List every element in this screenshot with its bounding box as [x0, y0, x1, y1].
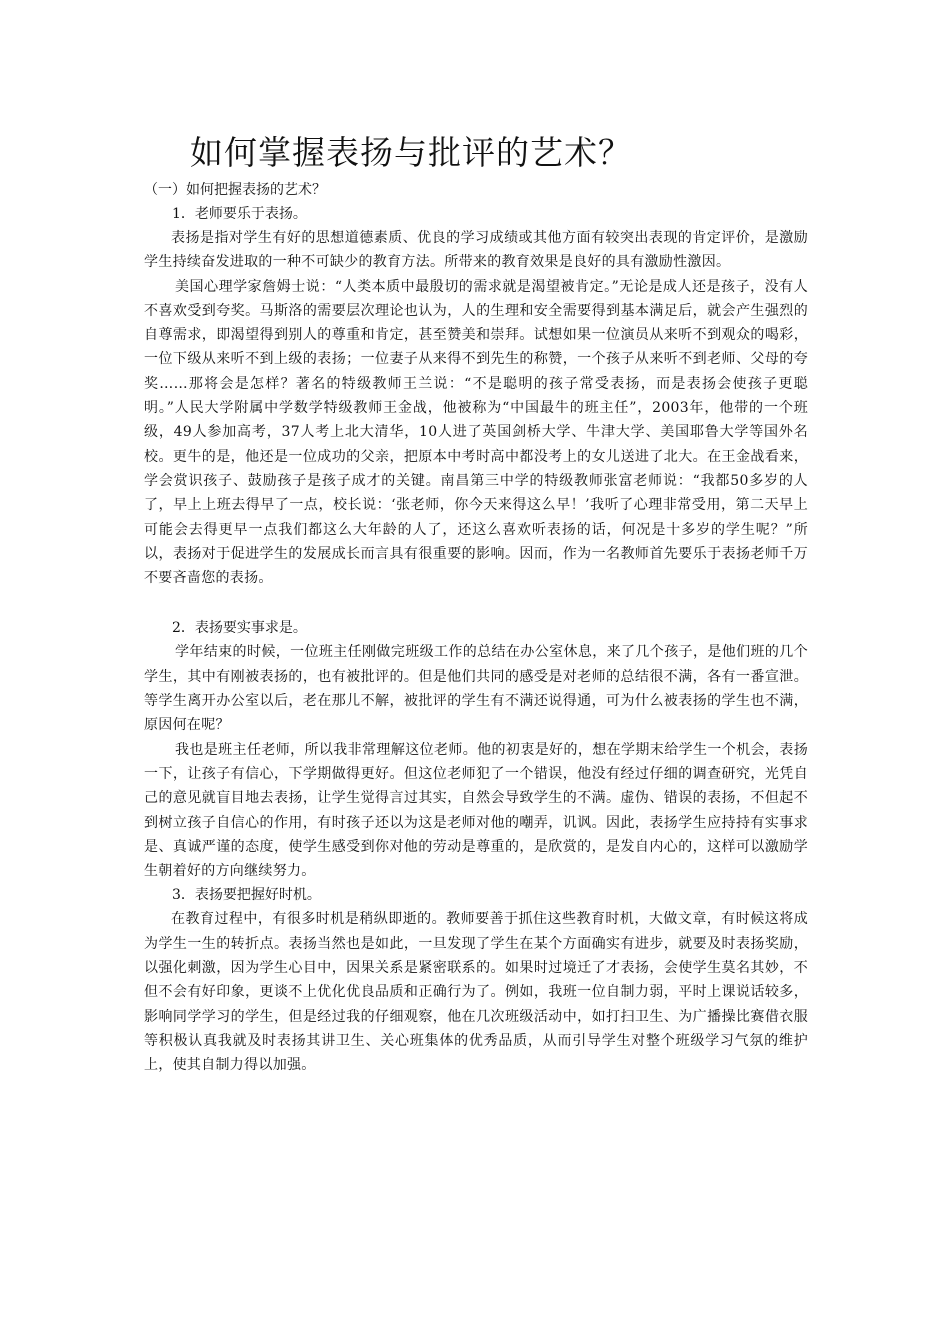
- point-3-heading: 3．表扬要把握好时机。: [172, 887, 321, 904]
- paragraph-spacer: [144, 590, 808, 616]
- point-1-paragraph-1: 表扬是指对学生有好的思想道德素质、优良的学习成绩或其他方面有较突出表现的肯定评价，是激励学生持续奋发进取的一种不可缺少的教育方法。所带来的教育效果是良好的具有激励性激因。: [144, 230, 808, 271]
- section-heading: （一）如何把握表扬的艺术？: [144, 182, 326, 198]
- point-1-paragraph-2: 美国心理学家詹姆士说：“人类本质中最殷切的需求就是渴望被肯定。”无论是成人还是孩子，没有人不喜欢受到夸奖。马斯洛的需要层次理论也认为，人的生理和安全需要得到基本满足后，就会产生强烈的自尊需求，即渴望得到别人的尊重和肯定，甚至赞美和崇拜。试想如果一位演员从来听不到观众的喝彩，一位下级从来听不到上级的表扬；一位妻子从来得不到先生的称赞，一个孩子从来听不到老师、父母的夸奖……那将会是怎样？著名的特级教师王兰说：“不是聪明的孩子常受表扬，而是表扬会使孩子更聪明。”人民大学附属中学数学特级教师王金战，他被称为“中国最牛的班主任”，2003年，他带的一个班级，49人参加高考，37人考上北大清华，10人进了英国剑桥大学、牛津大学、美国耶鲁大学等国外名校。更牛的是，他还是一位成功的父亲，把原本中考时高中都没考上的女儿送进了北大。在王金战看来，学会赏识孩子、鼓励孩子是孩子成才的关键。南昌第三中学的特级教师张富老师说：“我都50多岁的人了，早上上班去得早了一点，校长说：‘张老师，你今天来得这么早！’我听了心理非常受用，第二天早上可能会去得更早一点我们都这么大年龄的人了，还这么喜欢听表扬的话，何况是十多岁的学生呢？”所以，表扬对于促进学生的发展成长而言具有很重要的影响。因而，作为一名教师首先要乐于表扬老师千万不要吝啬您的表扬。: [144, 278, 808, 587]
- point-2-heading: 2．表扬要实事求是。: [172, 620, 307, 637]
- document-title: 如何掌握表扬与批评的艺术？: [190, 133, 632, 172]
- point-2-paragraph-2: 我也是班主任老师，所以我非常理解这位老师。他的初衷是好的，想在学期末给学生一个机会，表扬一下，让孩子有信心，下学期做得更好。但这位老师犯了一个错误，他没有经过仔细的调查研究，光凭自己的意见就盲目地去表扬，让学生觉得言过其实，自然会导致学生的不满。虚伪、错误的表扬，不但起不到树立孩子自信心的作用，有时孩子还以为这是老师对他的嘲弄，讥讽。因此，表扬学生应持持有实事求是、真诚严谨的态度，使学生感受到你对他的劳动是尊重的，是欣赏的，是发自内心的，这样可以激励学生朝着好的方向继续努力。: [144, 741, 808, 880]
- document-page: [144, 128, 808, 1078]
- point-2-paragraph-1: 学年结束的时候，一位班主任刚做完班级工作的总结在办公室休息，来了几个孩子，是他们班的几个学生，其中有刚被表扬的，也有被批评的。但是他们共同的感受是对老师的总结很不满，各有一番宣泄。等学生离开办公室以后，老在那儿不解，被批评的学生有不满还说得通，可为什么被表扬的学生也不满，原因何在呢？: [144, 644, 808, 734]
- point-1-heading: 1．老师要乐于表扬。: [172, 206, 307, 222]
- point-3-paragraph-1: 在教育过程中，有很多时机是稍纵即逝的。教师要善于抓住这些教育时机，大做文章，有时候这将成为学生一生的转折点。表扬当然也是如此，一旦发现了学生在某个方面确实有进步，就要及时表扬奖励，以强化刺激，因为学生心目中，因果关系是紧密联系的。如果时过境迁了才表扬，会使学生莫名其妙，不但不会有好印象，更谈不上优化优良品质和正确行为了。例如，我班一位自制力弱，平时上课说话较多，影响同学学习的学生，但是经过我的仔细观察，他在几次班级活动中，如打扫卫生、为广播操比赛借衣服等积极认真我就及时表扬其讲卫生、关心班集体的优秀品质，从而引导学生对整个班级学习气氛的维护上，使其自制力得以加强。: [144, 911, 808, 1074]
